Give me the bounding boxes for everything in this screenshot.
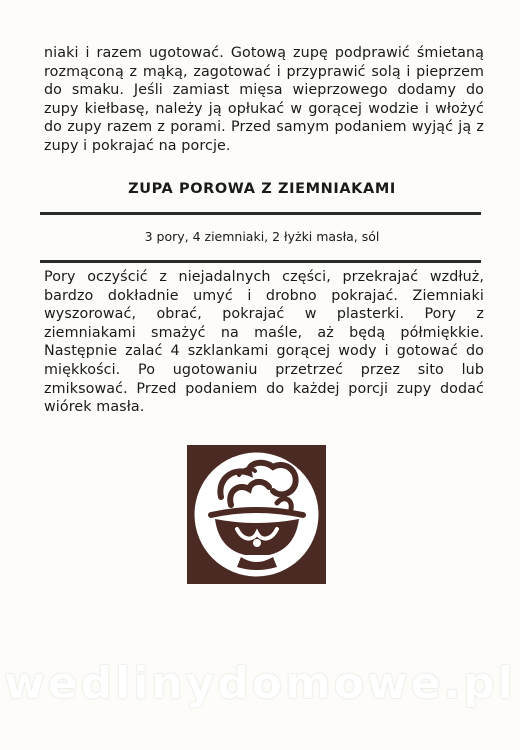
- soup-bowl-drawing: [187, 445, 326, 584]
- recipe-title: ZUPA POROWA Z ZIEMNIAKAMI: [128, 181, 396, 197]
- watermark: wedlinydomowe.pl: [4, 658, 516, 709]
- divider-top: [40, 212, 481, 215]
- ingredients-line: 3 pory, 4 ziemniaki, 2 łyżki masła, sól: [144, 229, 380, 244]
- top-paragraph: niaki i razem ugotować. Gotową zupę podprawić śmietaną rozmąconą z mąką, zagotować i przyprawić solą i pieprzem do smaku. Jeśli zamiast mięsa wieprzowego dodamy do zupy kiełbasę, należy ją opłukać w gorącej wodzie i włożyć do zupy razem z porami. Przed samym podaniem wyjąć ją z zupy i pokrajać na porcje.: [44, 45, 484, 154]
- divider-bottom: [40, 260, 481, 263]
- soup-bowl-icon: [187, 445, 326, 584]
- instructions-paragraph: Pory oczyścić z niejadalnych części, przekrajać wzdłuż, bardzo dokładnie umyć i drobno pokrajać. Ziemniaki wyszorować, obrać, pokrajać w plasterki. Pory z ziemniakami smażyć na maśle, aż będą półmiękkie. Następnie zalać 4 szklankami gorącej wody i gotować do miękkości. Po ugotowaniu przetrzeć przez sito lub zmiksować. Przed podaniem do każdej porcji zupy dodać wiórek masła.: [44, 269, 484, 416]
